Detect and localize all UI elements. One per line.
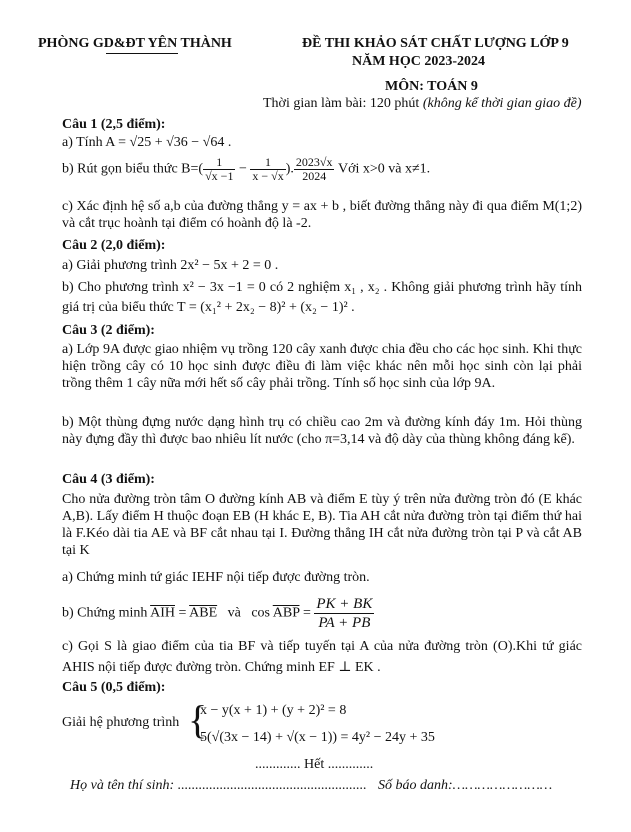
q3-part-a: a) Lớp 9A được giao nhiệm vụ trồng 120 cây xanh được chia đều cho các học sinh. Khi thực hiện trồng cây có 10 học sinh được điều đi làm việc khác nên mỗi học sinh còn lại phải trồng thêm 1 cây nữa mới hết số cây phải trồng. Tính số học sinh của lớp 9A.	[62, 342, 582, 391]
end-marker: ............. Hết .............	[255, 757, 374, 772]
q4-part-b: b) Chứng minh $\overline{AIH} = \overline{ABE}$ và $\cos \overline{ABP}$ = $\frac{PK + BK}{PA + PB}$	[62, 596, 373, 631]
subject-title: MÔN: TOÁN 9	[385, 79, 478, 94]
q5-equation-1: x − y(x + 1) + (y + 2)² = 8	[200, 703, 347, 718]
q1-part-c: c) Xác định hệ số a,b của đường thẳng y = ax + b , biết đường thẳng này đi qua điểm M(1;2) và cắt trục hoành tại điểm có hoành độ là -2.	[62, 199, 582, 231]
q4-b-and: và	[227, 605, 241, 621]
q4-part-c: c) Gọi S là giao điểm của tia BF và tiếp tuyến tại A của nửa đường tròn (O).Khi tứ giác AHIS nội tiếp được đường tròn. Chứng minh EF ⊥ EK .	[62, 639, 582, 675]
q2-part-b: b) Cho phương trình x² − 3x −1 = 0 có 2 nghiệm x₁ , x₂ . Không giải phương trình hãy tính giá trị của biểu thức T = (x₁² + 2x₂ − 8)² + (x₂ − 1)² .	[62, 280, 582, 315]
q4-b-fraction: $\frac{PK + BK}{PA + PB}$	[316, 596, 373, 631]
candidate-name-line: Họ và tên thí sinh: ......................................................	[70, 778, 367, 793]
time-limit	[263, 96, 582, 112]
q4-part-a: a) Chứng minh tứ giác IEHF nội tiếp được đường tròn.	[62, 570, 370, 585]
q1-title: Câu 1 (2,5 điểm):	[62, 117, 166, 132]
q4-b-angle-abe: $\overline{ABE}$	[189, 605, 218, 621]
q5-lead: Giải hệ phương trình	[62, 715, 180, 730]
q1-part-a: a) Tính A = √25 + √36 − √64 .	[62, 135, 232, 150]
q1-b-suffix: Với x>0 và x≠1.	[337, 161, 431, 177]
q1-b-fraction-1: $\frac{1}{√x -1}$	[205, 155, 234, 183]
q1-b-fraction-3: $\frac{2023√x}{2024}$	[295, 155, 333, 183]
q3-part-b: b) Một thùng đựng nước dạng hình trụ có chiều cao 2m và đường kính đáy 1m. Hỏi thùng này đựng đầy thì được bao nhiêu lít nước (cho π=3,14 và độ dày của thùng không đáng kể).	[62, 415, 582, 447]
time-note: (không kể thời gian giao đề)	[422, 96, 582, 111]
q3-title: Câu 3 (2 điểm):	[62, 323, 155, 338]
q1-part-b: b) Rút gọn biểu thức B=( $\frac{1}{√x -1}$ − $\frac{1}{x - √x}$ ). $\frac{2023√x}{2024}$ Với x>0 và x≠1.	[62, 155, 431, 183]
q4-b-angle-aih: $\overline{AIH}$	[150, 605, 175, 621]
q4-b-prefix: b) Chứng minh	[62, 605, 148, 621]
q1-b-prefix: b) Rút gọn biểu thức B=(	[62, 161, 204, 177]
q4-b-angle-abp: $\overline{ABP}$	[272, 605, 300, 621]
q1-b-fraction-2: $\frac{1}{x - √x}$	[252, 155, 284, 183]
q4-b-cos: cos	[251, 605, 271, 621]
q2-part-a: a) Giải phương trình 2x² − 5x + 2 = 0 .	[62, 258, 279, 273]
q4-b-equals: =	[175, 605, 190, 621]
system-brace-icon: {	[188, 697, 208, 742]
q4-title: Câu 4 (3 điểm):	[62, 472, 155, 487]
q2-title: Câu 2 (2,0 điểm):	[62, 238, 166, 253]
department-name: PHÒNG GD&ĐT YÊN THÀNH	[38, 36, 232, 51]
q5-equation-2: 5(√(3x − 14) + √(x − 1)) = 4y² − 24y + 35	[200, 730, 435, 745]
q4-intro: Cho nửa đường tròn tâm O đường kính AB và điểm E tùy ý trên nửa đường tròn đó (E khác A,B). Lấy điểm H thuộc đoạn EB (H khác E, B). Tia AH cắt nửa đường tròn tại điểm thứ hai là F.Kéo dài tia AE và BF cắt nhau tại I. Đường thẳng IH cắt nửa đường tròn tại P và cắt AB tại K	[62, 492, 582, 558]
school-year: NĂM HỌC 2023-2024	[352, 54, 485, 69]
time-main: Thời gian làm bài: 120 phút	[263, 96, 420, 111]
header-underline	[106, 53, 178, 54]
candidate-number-line: Số báo danh:……………………	[378, 778, 553, 793]
q5-title: Câu 5 (0,5 điểm):	[62, 680, 166, 695]
exam-title: ĐỀ THI KHẢO SÁT CHẤT LƯỢNG LỚP 9	[302, 36, 569, 51]
